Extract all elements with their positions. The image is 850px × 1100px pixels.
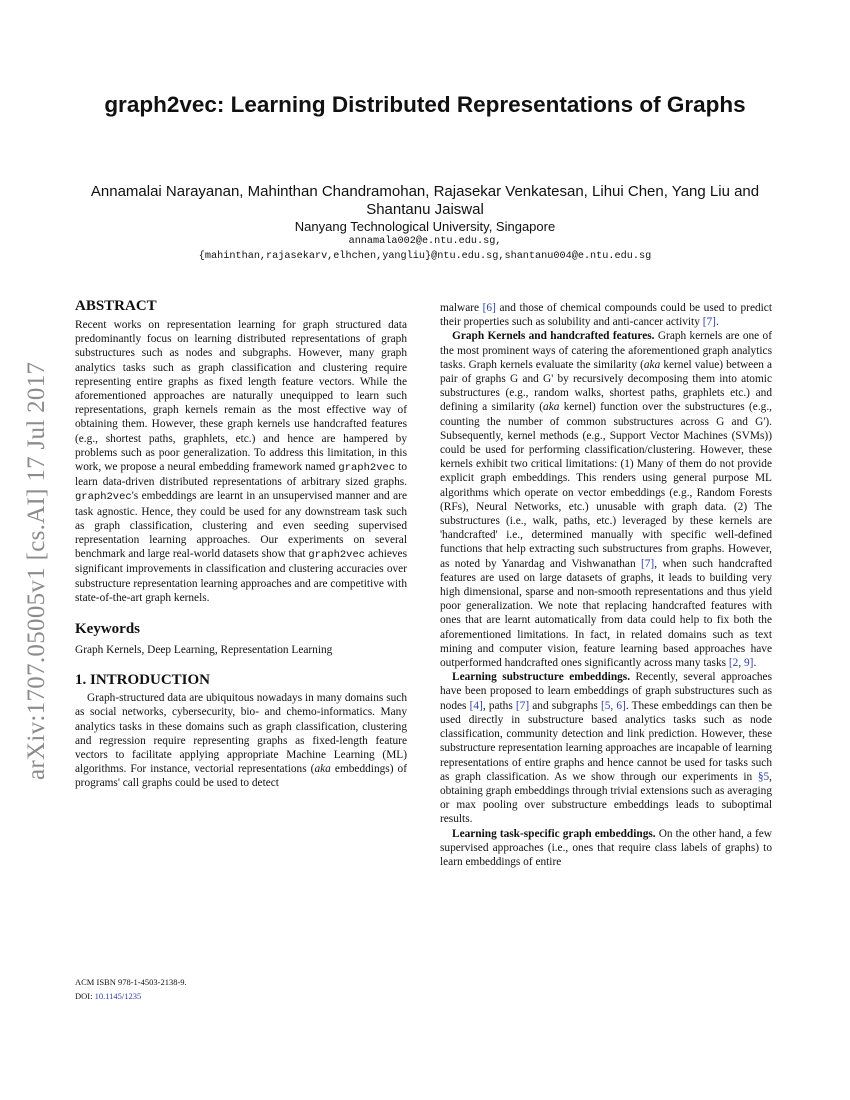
right-column (440, 301, 772, 869)
citation-link[interactable]: [4] (469, 699, 483, 712)
author-email: annamala002@e.ntu.edu.sg, (348, 236, 502, 247)
intro-paragraph: Graph-structured data are ubiquitous nowadays in many domains such as social networks, cybersecurity, bio- and chemo-informatics. Many analytics tasks in these domains such as graph classification, clustering and regression require representing graphs as fixed-length feature vectors to facilitate applying appropriate Machine Learning (ML) algorithms. For instance, vectorial representations (aka embeddings) of programs' call graphs could be used to detect (75, 692, 407, 790)
abstract-heading: ABSTRACT (75, 298, 157, 314)
doi-link[interactable]: 10.1145/1235 (94, 991, 142, 1001)
citation-link[interactable]: [7] (515, 699, 530, 712)
affiliation: Nanyang Technological University, Singapore (294, 219, 556, 234)
keywords-text: Graph Kernels, Deep Learning, Representation Learning (75, 644, 333, 657)
doi-note: DOI: 10.1145/1235 (75, 991, 142, 1001)
paper-title: graph2vec: Learning Distributed Representations of Graphs (104, 92, 746, 117)
paragraph-heading: Learning substructure embeddings. (452, 671, 631, 684)
citation-link[interactable]: [6] (482, 302, 496, 314)
citation-link[interactable]: [2, 9] (728, 657, 754, 670)
section-link[interactable]: §5 (757, 770, 770, 783)
introduction-heading: 1. INTRODUCTION (75, 672, 211, 689)
paragraph-heading: Graph Kernels and handcrafted features. (452, 330, 655, 343)
citation-link[interactable]: [5, 6] (600, 699, 626, 712)
graph-kernels-paragraph: Graph Kernels and handcrafted features. Graph kernels are one of the most prominent ways of catering the aforementioned graph analytics tasks. Graph kernels evaluate the similarity (aka kernel value) between a pair of graphs G and G' by recursively decomposing them into atomic substructures (e.g., random walks, shortest paths, graphlets etc.) and defining a similarity (aka kernel) function over the substructures (e.g., counting the number of common substructures across G and G'). Subsequently, kernel methods (e.g., Support Vector Machines (SVMs)) could be used for performing classification/clustering. However, these kernels exhibit two critical limitations: (1) Many of them do not provide explicit graph embeddings. This renders using general purpose ML algorithms which operate on vector embeddings (e.g., Random Forests (RFs), Neural Networks, etc.) unusable with graph data. (2) The substructures (i.e., walk, paths, etc.) leveraged by these kernels are 'handcrafted' i.e., determined manually with specific well-defined functions that help extracting such substructures from graphs. However, as noted by Yanardag and Vishwanathan [7], when such handcrafted features are used on large datasets of graphs, it leads to building very high dimensional, sparse and non-smooth representations and thus yield poor generalization. We note that replacing handcrafted features with ones that are learnt automatically from data could help to fix both the aforementioned limitations. In fact, in related domains such as text mining and computer vision, feature learning based approaches have outperformed handcrafted ones significantly across many tasks [2, 9]. (440, 330, 773, 670)
author-emails: {mahinthan,rajasekarv,elhchen,yangliu}@ntu.edu.sg,shantanu004@e.ntu.edu.sg (198, 251, 652, 262)
abstract-text: Recent works on representation learning for graph structured data predominantly focus on learning distributed representations of graph substructures such as nodes and subgraphs. However, many graph analytics tasks such as graph classification and clustering require representing entire graphs as fixed length feature vectors. While the aforementioned approaches are naturally unequipped to learn such representations, graph kernels remain as the most effective way of obtaining them. However, these graph kernels use handcrafted features (e.g., shortest paths, graphlets, etc.) and hence are hampered by problems such as poor generalization. To address this limitation, in this work, we propose a neural embedding framework named graph2vec to learn data-driven distributed representations of arbitrary sized graphs. graph2vec's embeddings are learnt in an unsupervised manner and are task agnostic. Hence, they could be used for any downstream task such as graph classification, clustering and even seeding supervised representation learning approaches. Our experiments on several benchmark and large real-world datasets show that graph2vec achieves significant improvements in classification and clustering accuracies over substructure representation learning approaches and are competitive with state-of-the-art graph kernels. (75, 319, 408, 604)
paragraph-heading: Learning task-specific graph embeddings. (452, 827, 656, 840)
citation-link[interactable]: [7] (640, 557, 655, 570)
author-list: Annamalai Narayanan, Mahinthan Chandramohan, Rajasekar Venkatesan, Lihui Chen, Yang Liu and Shantanu Jaiswal (90, 183, 760, 218)
left-column (75, 297, 407, 791)
task-specific-paragraph: Learning task-specific graph embeddings. On the other hand, a few supervised approaches (i.e., ones that require class labels of graphs) to learn embeddings of entire (440, 827, 772, 868)
substructure-embeddings-paragraph: Learning substructure embeddings. Recently, several approaches have been proposed to learn embeddings of graph substructures such as nodes [4], paths [7] and subgraphs [5, 6]. These embeddings can then be used directly in substructure based analytics tasks such as node classification, community detection and link prediction. However, these substructure representation learning approaches are incapable of learning representations of entire graphs and hence cannot be used for tasks such as graph classification. As we show through our experiments in §5, obtaining graph embeddings through trivial extensions such as averaging or max pooling over substructure embeddings leads to suboptimal results. (440, 671, 773, 826)
keywords-heading: Keywords (75, 621, 140, 638)
isbn-note: ACM ISBN 978-1-4503-2138-9. (75, 977, 187, 987)
citation-link[interactable]: [7] (702, 316, 716, 329)
arxiv-sidebar-stamp: arXiv:1707.05005v1 [cs.AI] 17 Jul 2017 (23, 361, 50, 780)
intro-continuation: malware [6] and those of chemical compounds could be used to predict their properties such as solubility and anti-cancer activity [7]. (440, 302, 772, 329)
